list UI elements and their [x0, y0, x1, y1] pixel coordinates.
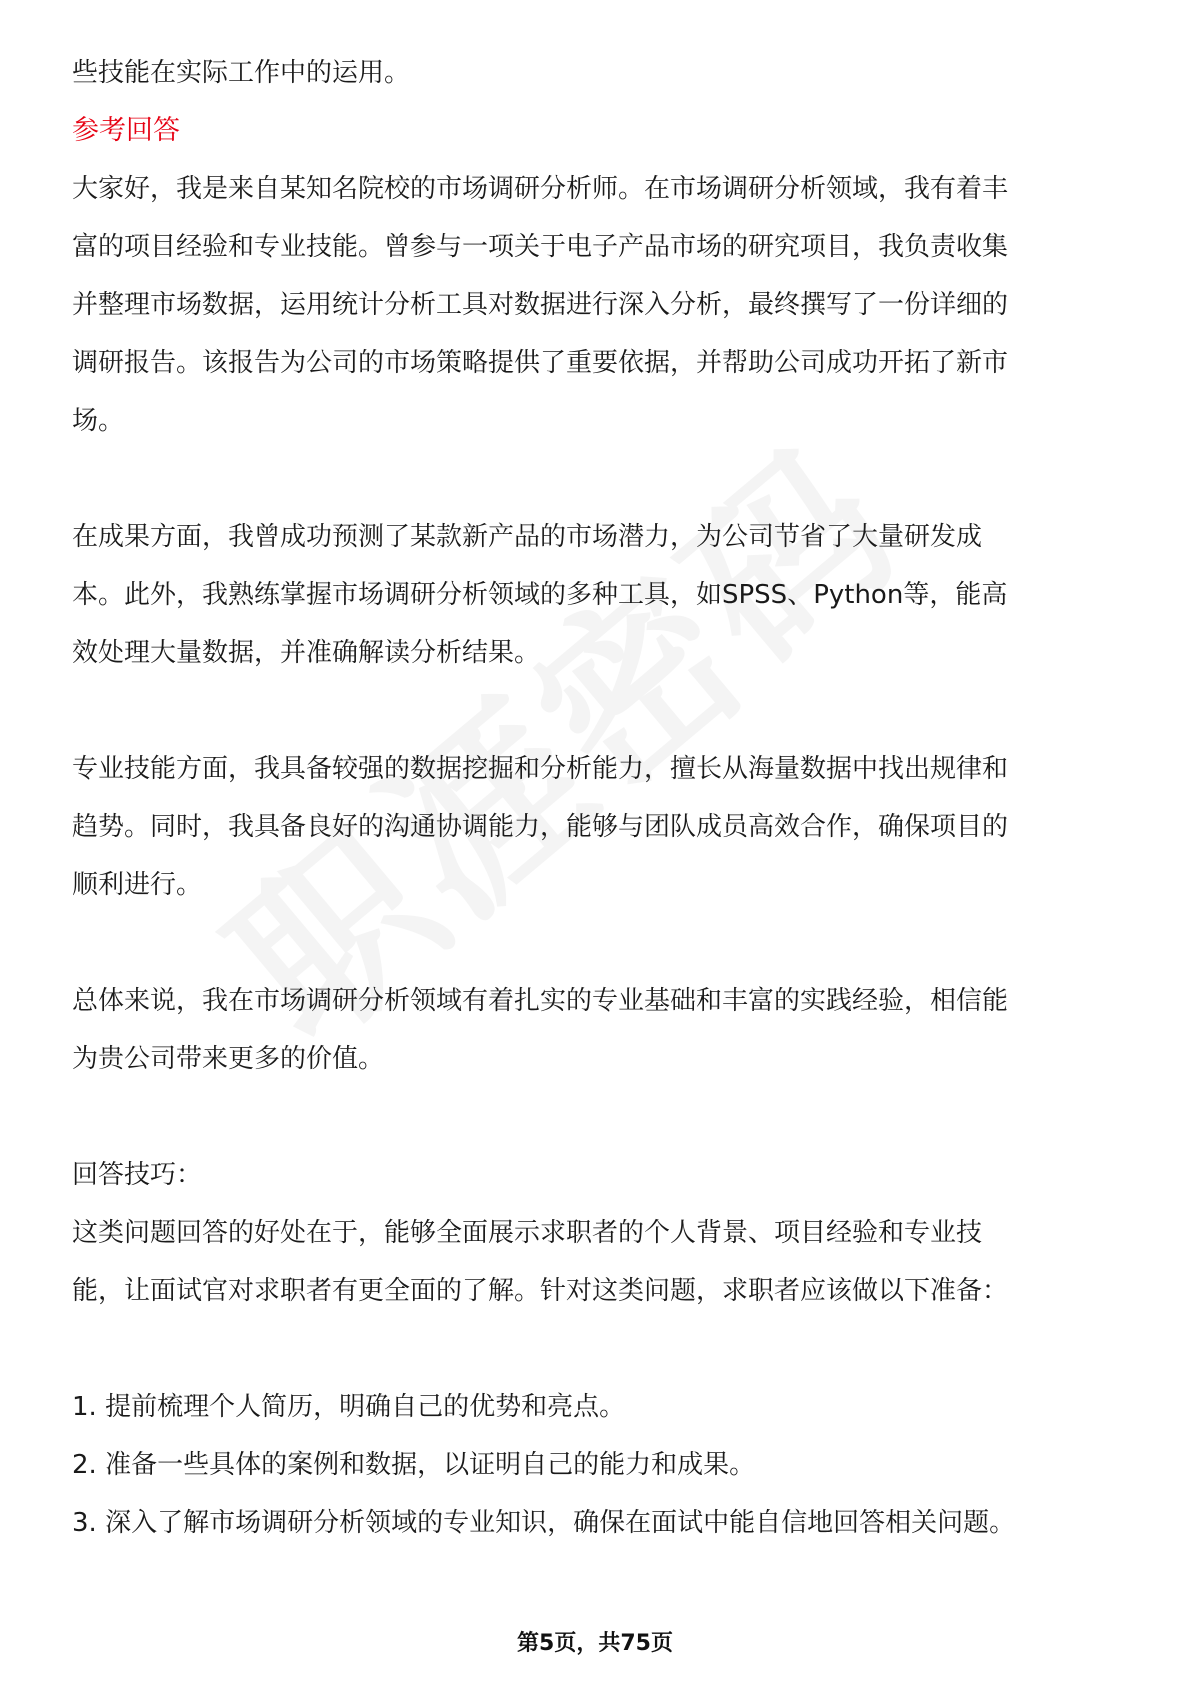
answer-para4-line: 为贵公司带来更多的价值。: [72, 1044, 385, 1074]
tips-list-item: 2. 准备一些具体的案例和数据，以证明自己的能力和成果。: [72, 1450, 756, 1480]
answer-heading: 参考回答: [72, 115, 180, 146]
answer-para3-line: 专业技能方面，我具备较强的数据挖掘和分析能力，擅长从海量数据中找出规律和: [72, 754, 1009, 784]
tips-para-line: 这类问题回答的好处在于，能够全面展示求职者的个人背景、项目经验和专业技: [72, 1218, 983, 1248]
answer-para3-line: 顺利进行。: [72, 870, 203, 900]
answer-para1-line: 大家好，我是来自某知名院校的市场调研分析师。在市场调研分析领域，我有着丰: [72, 174, 1009, 204]
intro-tail: 些技能在实际工作中的运用。: [72, 58, 411, 88]
page-footer: 第5页，共75页: [517, 1631, 673, 1656]
answer-para2-line: 本。此外，我熟练掌握市场调研分析领域的多种工具，如SPSS、Python等，能高: [72, 580, 1008, 610]
answer-para2-line: 在成果方面，我曾成功预测了某款新产品的市场潜力，为公司节省了大量研发成: [72, 522, 983, 552]
answer-para3-line: 趋势。同时，我具备良好的沟通协调能力，能够与团队成员高效合作，确保项目的: [72, 812, 1009, 842]
answer-para1-line: 调研报告。该报告为公司的市场策略提供了重要依据，并帮助公司成功开拓了新市: [72, 348, 1009, 378]
tips-heading: 回答技巧：: [72, 1160, 203, 1190]
answer-para1-line: 场。: [72, 406, 125, 436]
answer-para1-line: 并整理市场数据，运用统计分析工具对数据进行深入分析，最终撰写了一份详细的: [72, 290, 1009, 320]
answer-para2-line: 效处理大量数据，并准确解读分析结果。: [72, 638, 541, 668]
answer-para4-line: 总体来说，我在市场调研分析领域有着扎实的专业基础和丰富的实践经验，相信能: [72, 986, 1009, 1016]
tips-list-item: 3. 深入了解市场调研分析领域的专业知识，确保在面试中能自信地回答相关问题。: [72, 1508, 1016, 1538]
answer-para1-line: 富的项目经验和专业技能。曾参与一项关于电子产品市场的研究项目，我负责收集: [72, 232, 1009, 262]
tips-para-line: 能，让面试官对求职者有更全面的了解。针对这类问题，求职者应该做以下准备：: [72, 1276, 1009, 1306]
tips-list-item: 1. 提前梳理个人简历，明确自己的优势和亮点。: [72, 1392, 626, 1422]
document-body: [72, 44, 1118, 1552]
